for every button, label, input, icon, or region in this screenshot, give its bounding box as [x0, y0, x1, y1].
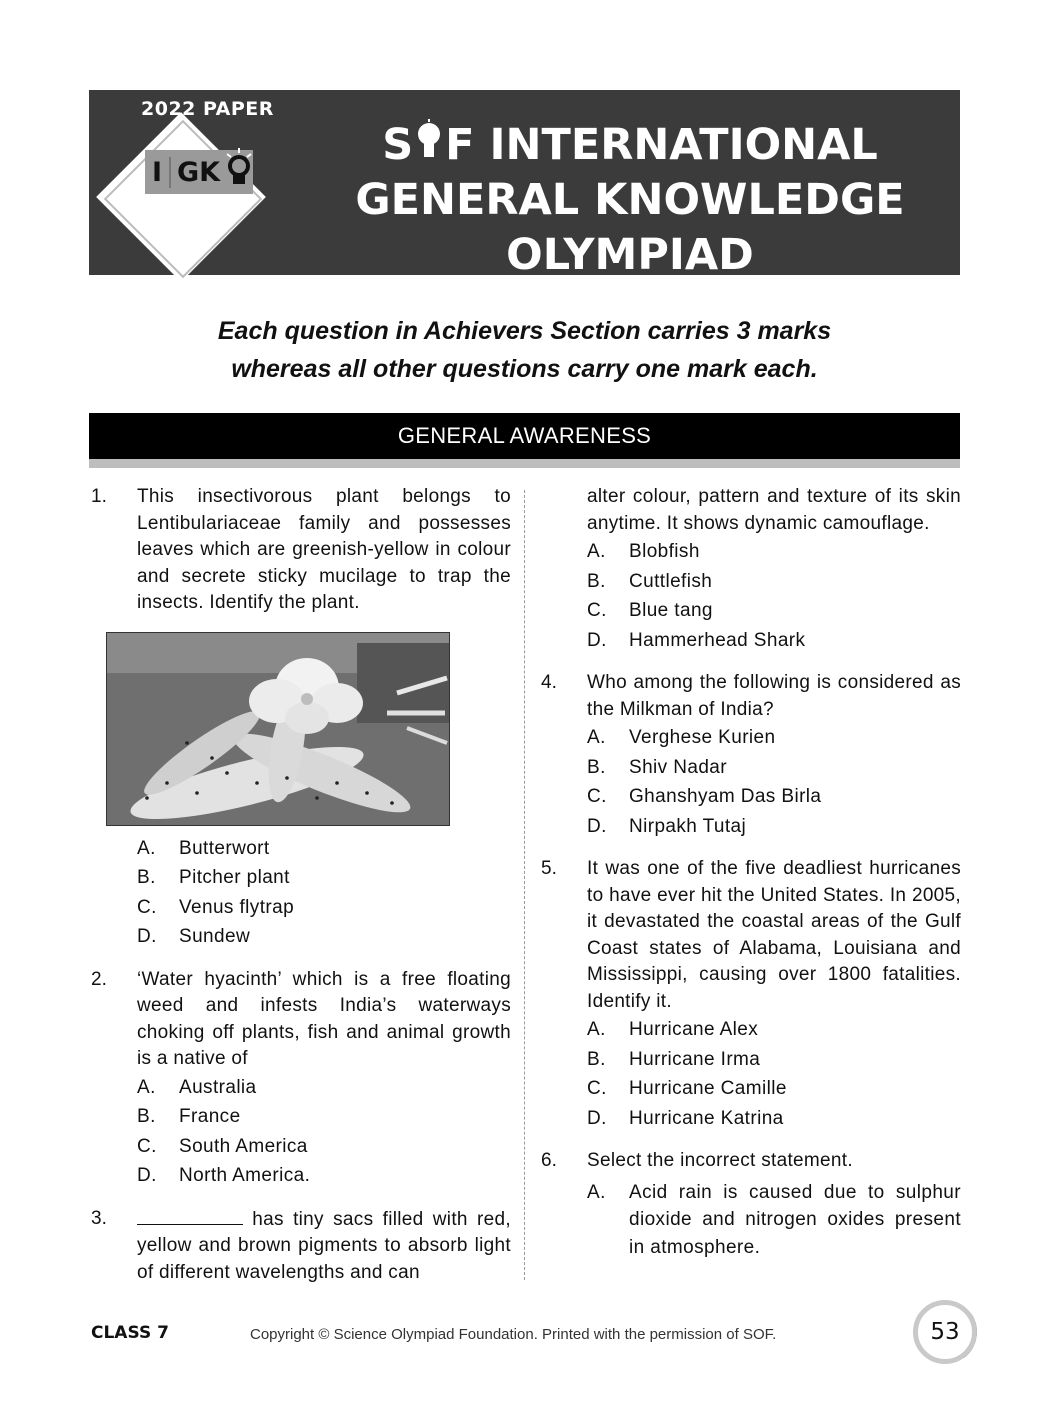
option-letter: A.: [137, 1076, 156, 1098]
title-line-1-rest: F INTERNATIONAL: [445, 120, 878, 170]
option-letter: D.: [587, 1107, 607, 1129]
option-a: [587, 1175, 961, 1262]
option-text: France: [179, 1106, 241, 1127]
bulb-icon: [224, 146, 254, 192]
question-5: [541, 856, 961, 1133]
option-text: Shiv Nadar: [629, 756, 727, 778]
section-title: GENERAL AWARENESS: [89, 413, 960, 459]
option-text: Sundew: [179, 926, 251, 947]
option-text: Acid rain is caused due to sulphur dioxide and nitrogen oxides present in atmosphere.: [629, 1181, 961, 1258]
logo-letters-gk: GK: [177, 156, 221, 188]
title-line-1: [300, 118, 960, 173]
question-text: Select the incorrect statement.: [587, 1150, 853, 1171]
option-a: [137, 834, 511, 864]
option-letter: C.: [137, 896, 157, 918]
question-number: 4.: [541, 672, 557, 693]
question-number: 1.: [91, 486, 107, 507]
option-letter: C.: [587, 786, 607, 807]
option-a: [587, 1015, 961, 1045]
option-c: [587, 782, 961, 812]
option-letter: A.: [137, 837, 156, 859]
logo-letter-i: I: [145, 157, 171, 188]
option-d: [137, 1161, 511, 1191]
option-b: [587, 753, 961, 783]
question-text-part: has tiny sacs filled with red, yellow and brown pigments to absorb light of different wavelengths and can: [137, 1208, 511, 1283]
option-text: Blue tang: [629, 600, 713, 621]
option-b: [587, 567, 961, 597]
option-letter: C.: [587, 600, 607, 621]
option-c: [587, 596, 961, 626]
title-line-3: OLYMPIAD: [506, 230, 754, 280]
option-b: [137, 1102, 511, 1132]
option-d: [587, 812, 961, 842]
question-number: 2.: [91, 968, 107, 990]
option-letter: A.: [587, 1019, 606, 1040]
option-text: Pitcher plant: [179, 867, 290, 888]
question-2: [91, 967, 511, 1191]
paper-label: 2022 PAPER: [141, 98, 274, 120]
option-text: Verghese Kurien: [629, 727, 776, 748]
left-column: [91, 484, 511, 1301]
page-number: 53: [913, 1300, 977, 1364]
option-text: Hammerhead Shark: [629, 629, 806, 651]
option-letter: D.: [587, 629, 607, 651]
option-a: [587, 723, 961, 753]
option-letter: C.: [137, 1135, 157, 1157]
option-letter: D.: [137, 926, 157, 947]
title-line-2: GENERAL KNOWLEDGE: [355, 175, 905, 225]
option-text: Hurricane Katrina: [629, 1107, 784, 1129]
option-text: South America: [179, 1135, 308, 1157]
question-text: Who among the following is considered as the Milkman of India?: [587, 672, 961, 720]
option-letter: A.: [587, 727, 606, 748]
question-number: 6.: [541, 1150, 557, 1171]
question-text: ‘Water hyacinth’ which is a free floating weed and infests India’s waterways choking off plants, fish and animal growth is a native of: [137, 968, 511, 1069]
option-text: Hurricane Alex: [629, 1019, 759, 1040]
question-1-options: [91, 834, 511, 952]
option-text: North America.: [179, 1165, 311, 1186]
question-number: 5.: [541, 858, 557, 879]
option-letter: B.: [587, 756, 606, 778]
copyright-notice: Copyright © Science Olympiad Foundation. Printed with the permission of SOF.: [250, 1326, 777, 1343]
class-label: CLASS 7: [91, 1323, 169, 1343]
marks-note-line-1: Each question in Achievers Section carries 3 marks: [217, 317, 832, 345]
option-c: [137, 893, 511, 923]
option-d: [587, 1104, 961, 1134]
fill-blank: [137, 1206, 243, 1225]
butterwort-image: [107, 633, 449, 825]
question-text: [137, 1206, 511, 1287]
option-text: Butterwort: [179, 837, 270, 859]
title-bulb-icon: [414, 119, 444, 163]
option-b: [137, 863, 511, 893]
question-3: [91, 1206, 511, 1287]
option-letter: C.: [587, 1078, 607, 1099]
option-text: Ghanshyam Das Birla: [629, 786, 822, 807]
option-d: [587, 626, 961, 656]
option-letter: A.: [587, 541, 606, 562]
option-text: Venus flytrap: [179, 896, 295, 918]
title-s: S: [382, 120, 414, 170]
question-text: This insectivorous plant belongs to Lentibulariaceae family and possesses leaves which are greenish-yellow in colour and secrete sticky mucilage to trap the insects. Identify the plant.: [137, 486, 511, 613]
column-divider: [524, 490, 525, 1280]
option-text: Australia: [179, 1076, 257, 1098]
option-b: [587, 1045, 961, 1075]
plant-photo: [106, 632, 450, 826]
option-d: [137, 922, 511, 952]
option-text: Nirpakh Tutaj: [629, 815, 747, 837]
option-text: Cuttlefish: [629, 570, 713, 592]
right-column: [541, 484, 961, 1276]
option-letter: B.: [137, 867, 156, 888]
option-letter: D.: [137, 1165, 157, 1186]
option-c: [587, 1074, 961, 1104]
marks-note-line-2: whereas all other questions carry one mark each.: [231, 355, 818, 383]
option-text: Hurricane Camille: [629, 1078, 787, 1099]
question-6: [541, 1148, 961, 1261]
option-a: [587, 537, 961, 567]
page-title: [300, 118, 960, 283]
marks-note: [89, 312, 960, 388]
option-letter: B.: [137, 1106, 156, 1127]
option-text: Hurricane Irma: [629, 1048, 761, 1070]
question-1: [91, 484, 511, 617]
question-3-continued: [541, 484, 961, 655]
option-a: [137, 1073, 511, 1103]
question-number: 3.: [91, 1207, 107, 1229]
question-text-continued: alter colour, pattern and texture of its skin anytime. It shows dynamic camouflage.: [587, 486, 961, 534]
question-4: [541, 670, 961, 841]
question-text: It was one of the five deadliest hurricanes to have ever hit the United States. In 2005, it devastated the coastal areas of the Gulf Coast states of Alabama, Louisiana and Mississippi, causing over 1800 fatalities. Identify it.: [587, 858, 961, 1012]
section-title-shadow: [89, 459, 960, 468]
option-letter: D.: [587, 815, 607, 837]
option-letter: B.: [587, 570, 606, 592]
option-letter: A.: [587, 1181, 606, 1203]
option-c: [137, 1132, 511, 1162]
option-letter: B.: [587, 1048, 606, 1070]
option-text: Blobfish: [629, 541, 700, 562]
